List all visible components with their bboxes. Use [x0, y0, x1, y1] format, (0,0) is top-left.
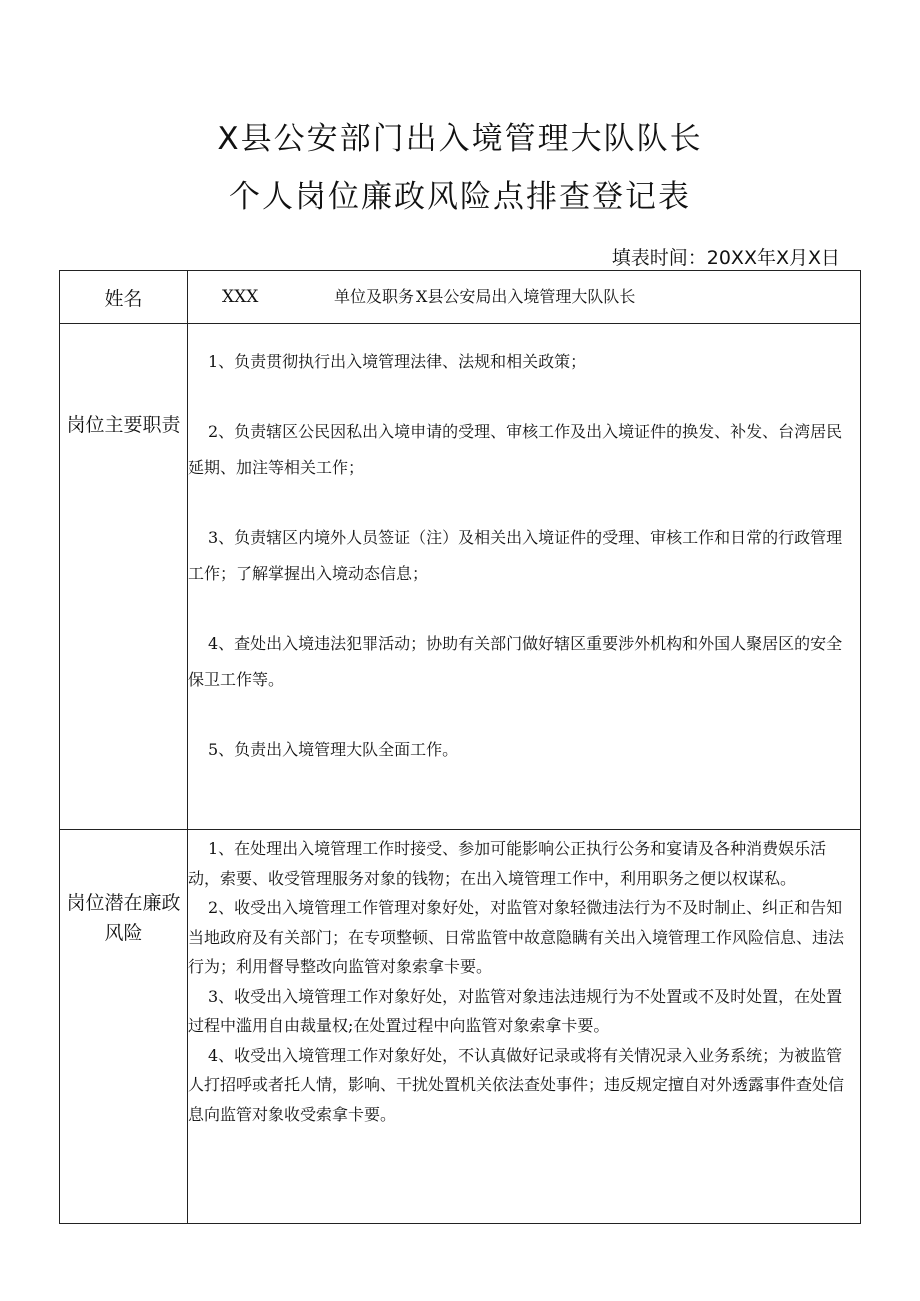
unit-value: X县公安局出入境管理大队队长: [416, 287, 636, 306]
name-label-cell: [60, 271, 188, 324]
risks-content-cell: [188, 830, 861, 1224]
name-value: XXX: [222, 287, 259, 307]
document-title-line2: 个人岗位廉政风险点排查登记表: [229, 179, 691, 215]
duty-item: 4、查处出入境违法犯罪活动；协助有关部门做好辖区重要涉外机构和外国人聚居区的安全保卫工作等。: [188, 634, 843, 689]
duties-label-cell: [60, 324, 188, 830]
name-value-cell: [188, 271, 861, 324]
document-title-line1: X县公安部门出入境管理大队队长: [217, 121, 703, 157]
duties-label: 岗位主要职责: [66, 414, 181, 436]
duties-content-cell: [188, 324, 861, 830]
risks-row: [60, 830, 861, 1224]
risks-label-cell: [60, 830, 188, 1224]
fill-date: 填表时间：20XX年X月X日: [611, 247, 840, 269]
risk-item: 4、收受出入境管理工作对象好处，不认真做好记录或将有关情况录入业务系统；为被监管人打招呼或者托人情，影响、干扰处置机关依法查处事件；违反规定擅自对外透露事件查处信息向监管对象收受索拿卡要。: [188, 1045, 845, 1124]
risks-label: 岗位潜在廉政风险: [66, 892, 181, 944]
unit-label: 单位及职务: [334, 287, 415, 306]
name-row: [60, 271, 861, 324]
registration-form-table: [59, 270, 861, 1224]
risk-item: 2、收受出入境管理工作管理对象好处，对监管对象轻微违法行为不及时制止、纠正和告知当地政府及有关部门；在专项整顿、日常监管中故意隐瞒有关出入境管理工作风险信息、违法行为；利用督导整改向监管对象索拿卡要。: [188, 898, 845, 976]
risk-item: 1、在处理出入境管理工作时接受、参加可能影响公正执行公务和宴请及各种消费娱乐活动，索要、收受管理服务对象的钱物；在出入境管理工作中，利用职务之便以权谋私。: [188, 839, 827, 888]
duties-row: [60, 324, 861, 830]
name-label: 姓名: [104, 288, 143, 310]
duty-item: 5、负责出入境管理大队全面工作。: [208, 740, 459, 759]
duty-item: 2、负责辖区公民因私出入境申请的受理、审核工作及出入境证件的换发、补发、台湾居民延期、加注等相关工作；: [188, 422, 843, 477]
risk-item: 3、收受出入境管理工作对象好处，对监管对象违法违规行为不处置或不及时处置，在处置过程中滥用自由裁量权;在处置过程中向监管对象索拿卡要。: [188, 986, 843, 1035]
duty-item: 1、负责贯彻执行出入境管理法律、法规和相关政策；: [208, 352, 587, 371]
duty-item: 3、负责辖区内境外人员签证（注）及相关出入境证件的受理、审核工作和日常的行政管理工作；了解掌握出入境动态信息；: [188, 528, 843, 583]
